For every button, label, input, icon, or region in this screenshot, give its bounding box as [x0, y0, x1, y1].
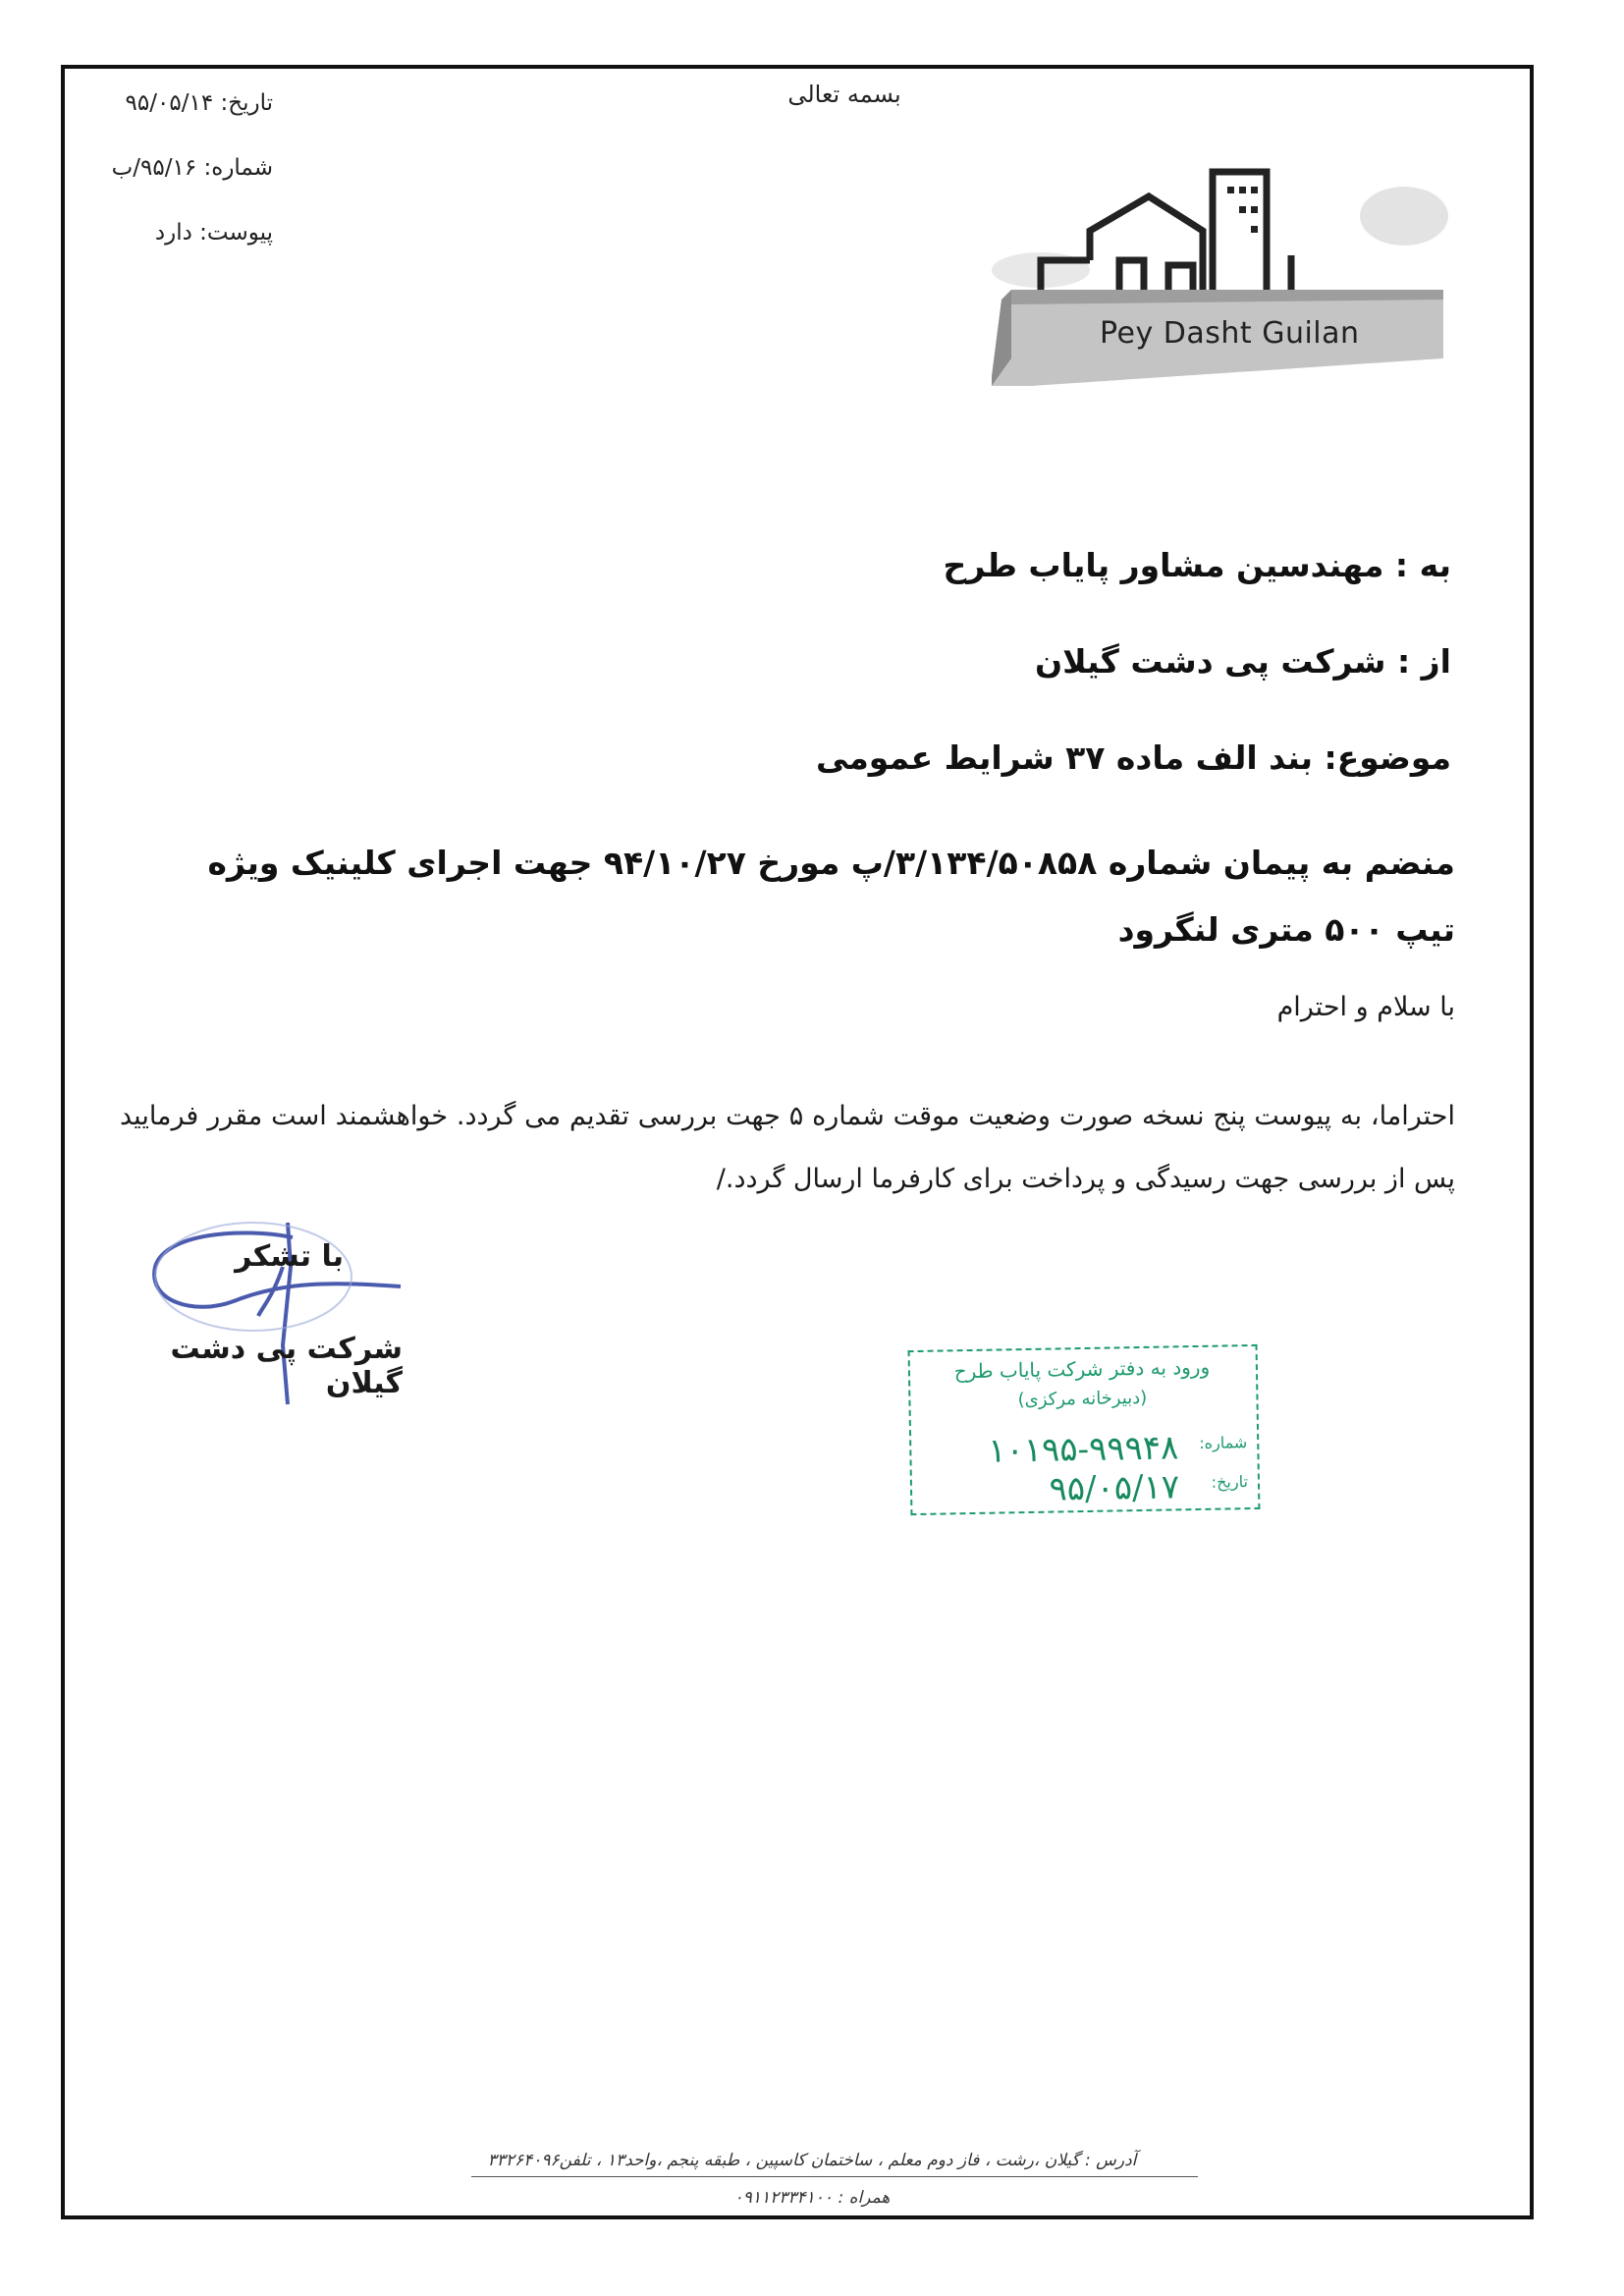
number-line: [18, 155, 273, 181]
attachment-label: پیوست:: [199, 220, 273, 246]
stamp-number-value: ۱۰۱۹۵-۹۹۹۴۸: [987, 1428, 1179, 1471]
attachment-value: دارد: [154, 220, 192, 246]
stamp-date-value: ۹۵/۰۵/۱۷: [1049, 1467, 1180, 1509]
closing: با تشکر: [235, 1239, 344, 1274]
receipt-stamp: [908, 1344, 1261, 1515]
attachment-line: [18, 220, 273, 246]
date-label: تاریخ:: [220, 90, 273, 116]
body-paragraph: احتراما، به پیوست پنج نسخه صورت وضعیت موقت شماره ۵ جهت بررسی تقدیم می گردد. خواهشمند است مقرر فرمایید پس از بررسی جهت رسیدگی و پرداخت برای کارفرما ارسال گردد./: [120, 1101, 1455, 1194]
footer-mobile: همراه : ۰۹۱۱۲۳۳۴۱۰۰: [733, 2188, 891, 2208]
contract-reference: منضم به پیمان شماره ۳/۱۳۴/۵۰۸۵۸/پ مورخ ۹۴/۱۰/۲۷ جهت اجرای کلینیک ویژه تیپ ۵۰۰ متری لنگرود: [207, 844, 1455, 949]
date-value: ۹۵/۰۵/۱۴: [125, 90, 214, 116]
sender-line: از : شرکت پی دشت گیلان: [1034, 642, 1451, 681]
stamp-subtitle: (دبیرخانه مرکزی): [1017, 1387, 1148, 1411]
logo-smoke-icon: [1360, 187, 1448, 246]
signatory: شرکت پی دشت گیلان: [170, 1332, 403, 1400]
stamp-number-row: [917, 1427, 1248, 1471]
date-line: [18, 90, 273, 116]
stamp-title: ورود به دفتر شرکت پایاب طرح: [953, 1354, 1211, 1384]
company-logo: [982, 162, 1453, 398]
footer-address: آدرس : گیلان ،رشت ، فاز دوم معلم ، ساختمان کاسپین ، طبقه پنجم ،واحد۱۳ ، تلفن۳۳۲۶۴۰۹۶: [487, 2151, 1137, 2170]
logo-text: Pey Dasht Guilan: [1100, 316, 1360, 351]
stamp-date-label: تاریخ:: [1211, 1472, 1249, 1492]
basmala: بسمه تعالی: [787, 81, 901, 108]
greeting: با سلام و احترام: [1276, 992, 1455, 1022]
number-label: شماره:: [203, 155, 273, 181]
stamp-number-label: شماره:: [1199, 1433, 1248, 1452]
number-value: ۹۵/۱۶/ب: [111, 155, 197, 181]
subject-line: موضوع: بند الف ماده ۳۷ شرایط عمومی: [815, 738, 1451, 777]
footer-divider: [471, 2176, 1198, 2177]
recipient-line: به : مهندسین مشاور پایاب طرح: [943, 546, 1451, 584]
